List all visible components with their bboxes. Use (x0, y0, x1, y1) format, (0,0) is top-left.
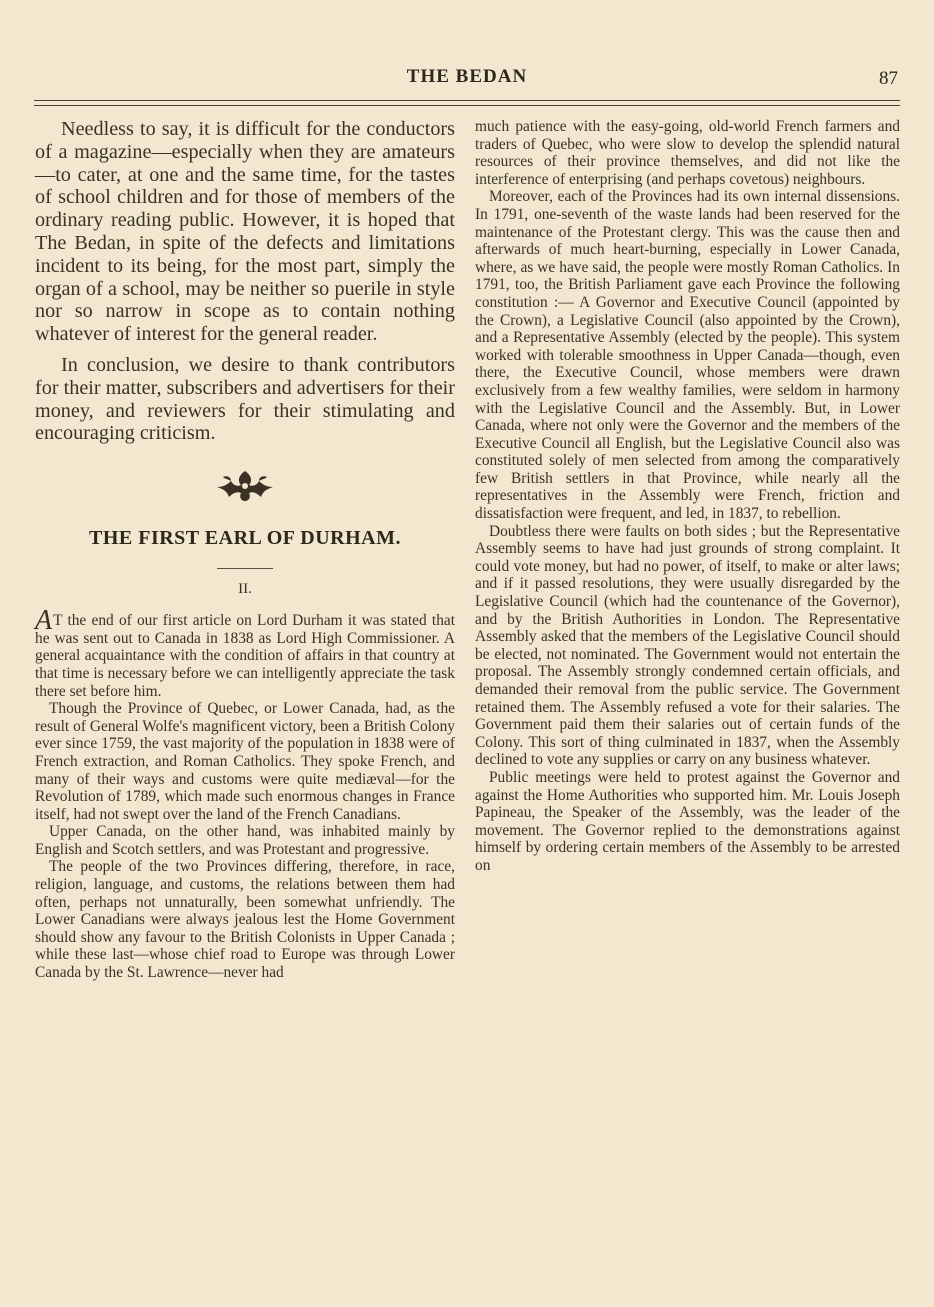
article-paragraph-continued: much patience with the easy-going, old-world French farmers and traders of Quebec, who were slow to develop the splendid natural resources of their province themselves, and did not like the interference of enterprising (and perhaps covetous) neighbours. (475, 118, 900, 188)
article-paragraph: Though the Province of Quebec, or Lower Canada, had, as the result of General Wolfe's magnificent victory, been a British Colony ever since 1759, the vast majority of the population in 1838 were of French extraction, and Roman Catholics. They spoke French, and many of their ways and customs were quite mediæval—for the Revolution of 1789, which made such enormous changes in France itself, had not swept over the land of the French Canadians. (35, 700, 455, 823)
intro-paragraph: Needless to say, it is difficult for the conductors of a magazine—especially when they are amateurs—to cater, at one and the same time, for the tastes of school children and for those of members of the ordinary reading public. However, it is hoped that The Bedan, in spite of the defects and limitations incident to its being, for the most part, simply the organ of a school, may be neither so puerile in style nor so narrow in scope as to contain nothing whatever of interest for the general reader. (35, 118, 455, 346)
article-paragraph: Upper Canada, on the other hand, was inhabited mainly by English and Scotch settlers, and was Protestant and progressive. (35, 823, 455, 858)
running-title: THE BEDAN (406, 66, 528, 87)
article-paragraph: Doubtless there were faults on both sides ; but the Representative Assembly seems to have had just grounds of strong complaint. It could vote money, but had no power, of itself, to make or alter laws; and if it passed resolutions, they were usually disregarded by the Legislative Council (which had the countenance of the Governor), and by the British Authorities in London. The Representative Assembly asked that the members of the Legislative Council should be elected, not nominated. The Government would not entertain the proposal. The Assembly strongly condemned certain officials, and demanded their removal from the public service. The Government retained them. The Assembly refused a vote for their salaries. The Government paid them their salaries out of certain funds of the Colony. This sort of thing culminated in 1837, when the Assembly declined to vote any supplies or carry on any business whatever. (475, 522, 900, 769)
page-number: 87 (879, 68, 898, 89)
intro-paragraph: In conclusion, we desire to thank contributors for their matter, subscribers and advertisers for their money, and reviewers for their stimulating and encouraging criticism. (35, 353, 455, 445)
left-column (35, 118, 455, 982)
fleuron-ornament-icon (35, 465, 455, 505)
article-paragraph: Public meetings were held to protest against the Governor and against the Home Authorities who supported him. Mr. Louis Joseph Papineau, the Speaker of the Assembly, was the leader of the movement. The Governor replied to the demonstrations against himself by ordering certain members of the Assembly to be arrested on (475, 768, 900, 874)
article-first-paragraph (35, 605, 455, 700)
title-divider (217, 568, 273, 569)
article-paragraph: Moreover, each of the Provinces had its own internal dissensions. In 1791, one-seventh of the waste lands had been reserved for the maintenance of the Protestant clergy. This was the cause then and afterwards of much heart-burning, especially in Lower Canada, where, as we have said, the people were mostly Roman Catholics. In 1791, too, the British Parliament gave each Province the following constitution :— A Governor and Executive Council (appointed by the Crown), a Legislative Council (also appointed by the Crown), and a Representative Assembly (elected by the people). This system worked with tolerable smoothness in Upper Canada—though, even there, the Executive Council, whose members were drawn exclusively from a few wealthy families, were seldom in harmony with the Legislative Council and the Assembly. But, in Lower Canada, where not only were the Governor and the members of the Executive Council all English, but the Legislative Council also was constituted solely of men selected from among the comparatively few British settlers in that Province, while nearly all the representatives in the Assembly were French, friction and dissatisfaction were frequent, and led, in 1837, to rebellion. (475, 188, 900, 523)
right-column (475, 118, 900, 875)
drop-cap: A (35, 605, 53, 637)
part-number: II. (238, 581, 252, 598)
article-paragraph: The people of the two Provinces differing, therefore, in race, religion, language, and customs, the relations between them had often, perhaps not unnaturally, been somewhat unfriendly. The Lower Canadians were always jealous lest the Home Government should show any favour to the British Colonists in Upper Canada ; while these last—whose chief road to Europe was through Lower Canada by the St. Lawrence—never had (35, 858, 455, 982)
first-paragraph-text: T the end of our first article on Lord Durham it was stated that he was sent out to Canada in 1838 as Lord High Commissioner. A general acquaintance with the condition of affairs in that country at that time is necessary before we can intelligently appreciate the task there set before him. (35, 612, 455, 700)
article-title: THE FIRST EARL OF DURHAM. (89, 527, 401, 550)
header-double-rule (34, 100, 900, 106)
page-header (0, 66, 934, 96)
